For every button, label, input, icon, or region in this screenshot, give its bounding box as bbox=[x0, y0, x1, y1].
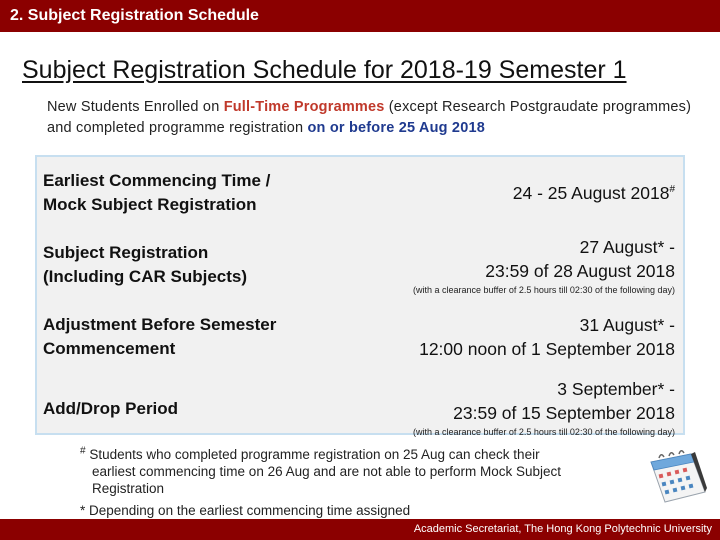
footer-text: Academic Secretariat, The Hong Kong Polytechnic University bbox=[413, 523, 712, 535]
row-label bbox=[43, 313, 276, 361]
intro-text bbox=[47, 97, 697, 139]
footer-bar bbox=[0, 519, 720, 540]
intro-part2: (except Research Postgraudate programmes) and completed programme registration bbox=[47, 99, 692, 136]
schedule-row-adjustment bbox=[37, 309, 683, 375]
footnote-hash-line2: earliest commencing time on 26 Aug and are not able to perform Mock Subject bbox=[92, 464, 561, 479]
hash-symbol: # bbox=[80, 445, 86, 457]
row-value-line2: 12:00 noon of 1 September 2018 bbox=[419, 339, 675, 359]
intro-part1: New Students Enrolled on bbox=[47, 99, 224, 115]
row-value bbox=[485, 235, 675, 283]
row-label-line2: Commencement bbox=[43, 339, 176, 358]
clearance-note: (with a clearance buffer of 2.5 hours till 02:30 of the following day) bbox=[413, 285, 675, 295]
row-label-line2: (Including CAR Subjects) bbox=[43, 267, 247, 286]
row-label-line1: Adjustment Before Semester bbox=[43, 315, 277, 334]
row-label-line1: Subject Registration bbox=[43, 243, 209, 262]
row-value bbox=[453, 377, 675, 425]
row-label-line1: Earliest Commencing Time / bbox=[43, 171, 271, 190]
row-label-line1: Add/Drop Period bbox=[43, 399, 179, 418]
row-label bbox=[43, 169, 270, 217]
footnote-hash-line1: Students who completed programme registration on 25 Aug can check their bbox=[85, 447, 540, 462]
footnote-star: * Depending on the earliest commencing time assigned bbox=[80, 503, 411, 518]
calendar-icon bbox=[645, 448, 709, 506]
row-value-line1: 3 September* - bbox=[557, 379, 675, 399]
row-label-line2: Mock Subject Registration bbox=[43, 195, 257, 214]
header-bar bbox=[0, 0, 720, 32]
footnote-hash-line3: Registration bbox=[92, 481, 165, 496]
intro-highlight-date: on or before 25 Aug 2018 bbox=[307, 120, 485, 136]
row-value-line1: 31 August* - bbox=[579, 315, 675, 335]
row-value-line1: 27 August* - bbox=[579, 237, 675, 257]
intro-highlight-programmes: Full-Time Programmes bbox=[223, 99, 385, 115]
row-value-line2: 23:59 of 28 August 2018 bbox=[485, 261, 675, 281]
schedule-row-add-drop bbox=[37, 377, 683, 437]
footnote-hash bbox=[80, 446, 660, 497]
row-label bbox=[43, 241, 247, 289]
schedule-row-mock bbox=[37, 165, 683, 229]
page-title: Subject Registration Schedule for 2018-19 Semester 1 bbox=[22, 56, 627, 84]
row-value-line1: 24 - 25 August 2018 bbox=[512, 183, 670, 203]
schedule-table bbox=[35, 155, 685, 435]
row-label bbox=[43, 397, 178, 421]
hash-marker: # bbox=[669, 184, 675, 196]
row-value-line2: 23:59 of 15 September 2018 bbox=[453, 403, 675, 423]
section-title: 2. Subject Registration Schedule bbox=[10, 7, 259, 24]
row-value bbox=[419, 313, 675, 361]
schedule-row-registration bbox=[37, 233, 683, 305]
row-value bbox=[513, 181, 675, 205]
clearance-note: (with a clearance buffer of 2.5 hours till 02:30 of the following day) bbox=[413, 427, 675, 437]
